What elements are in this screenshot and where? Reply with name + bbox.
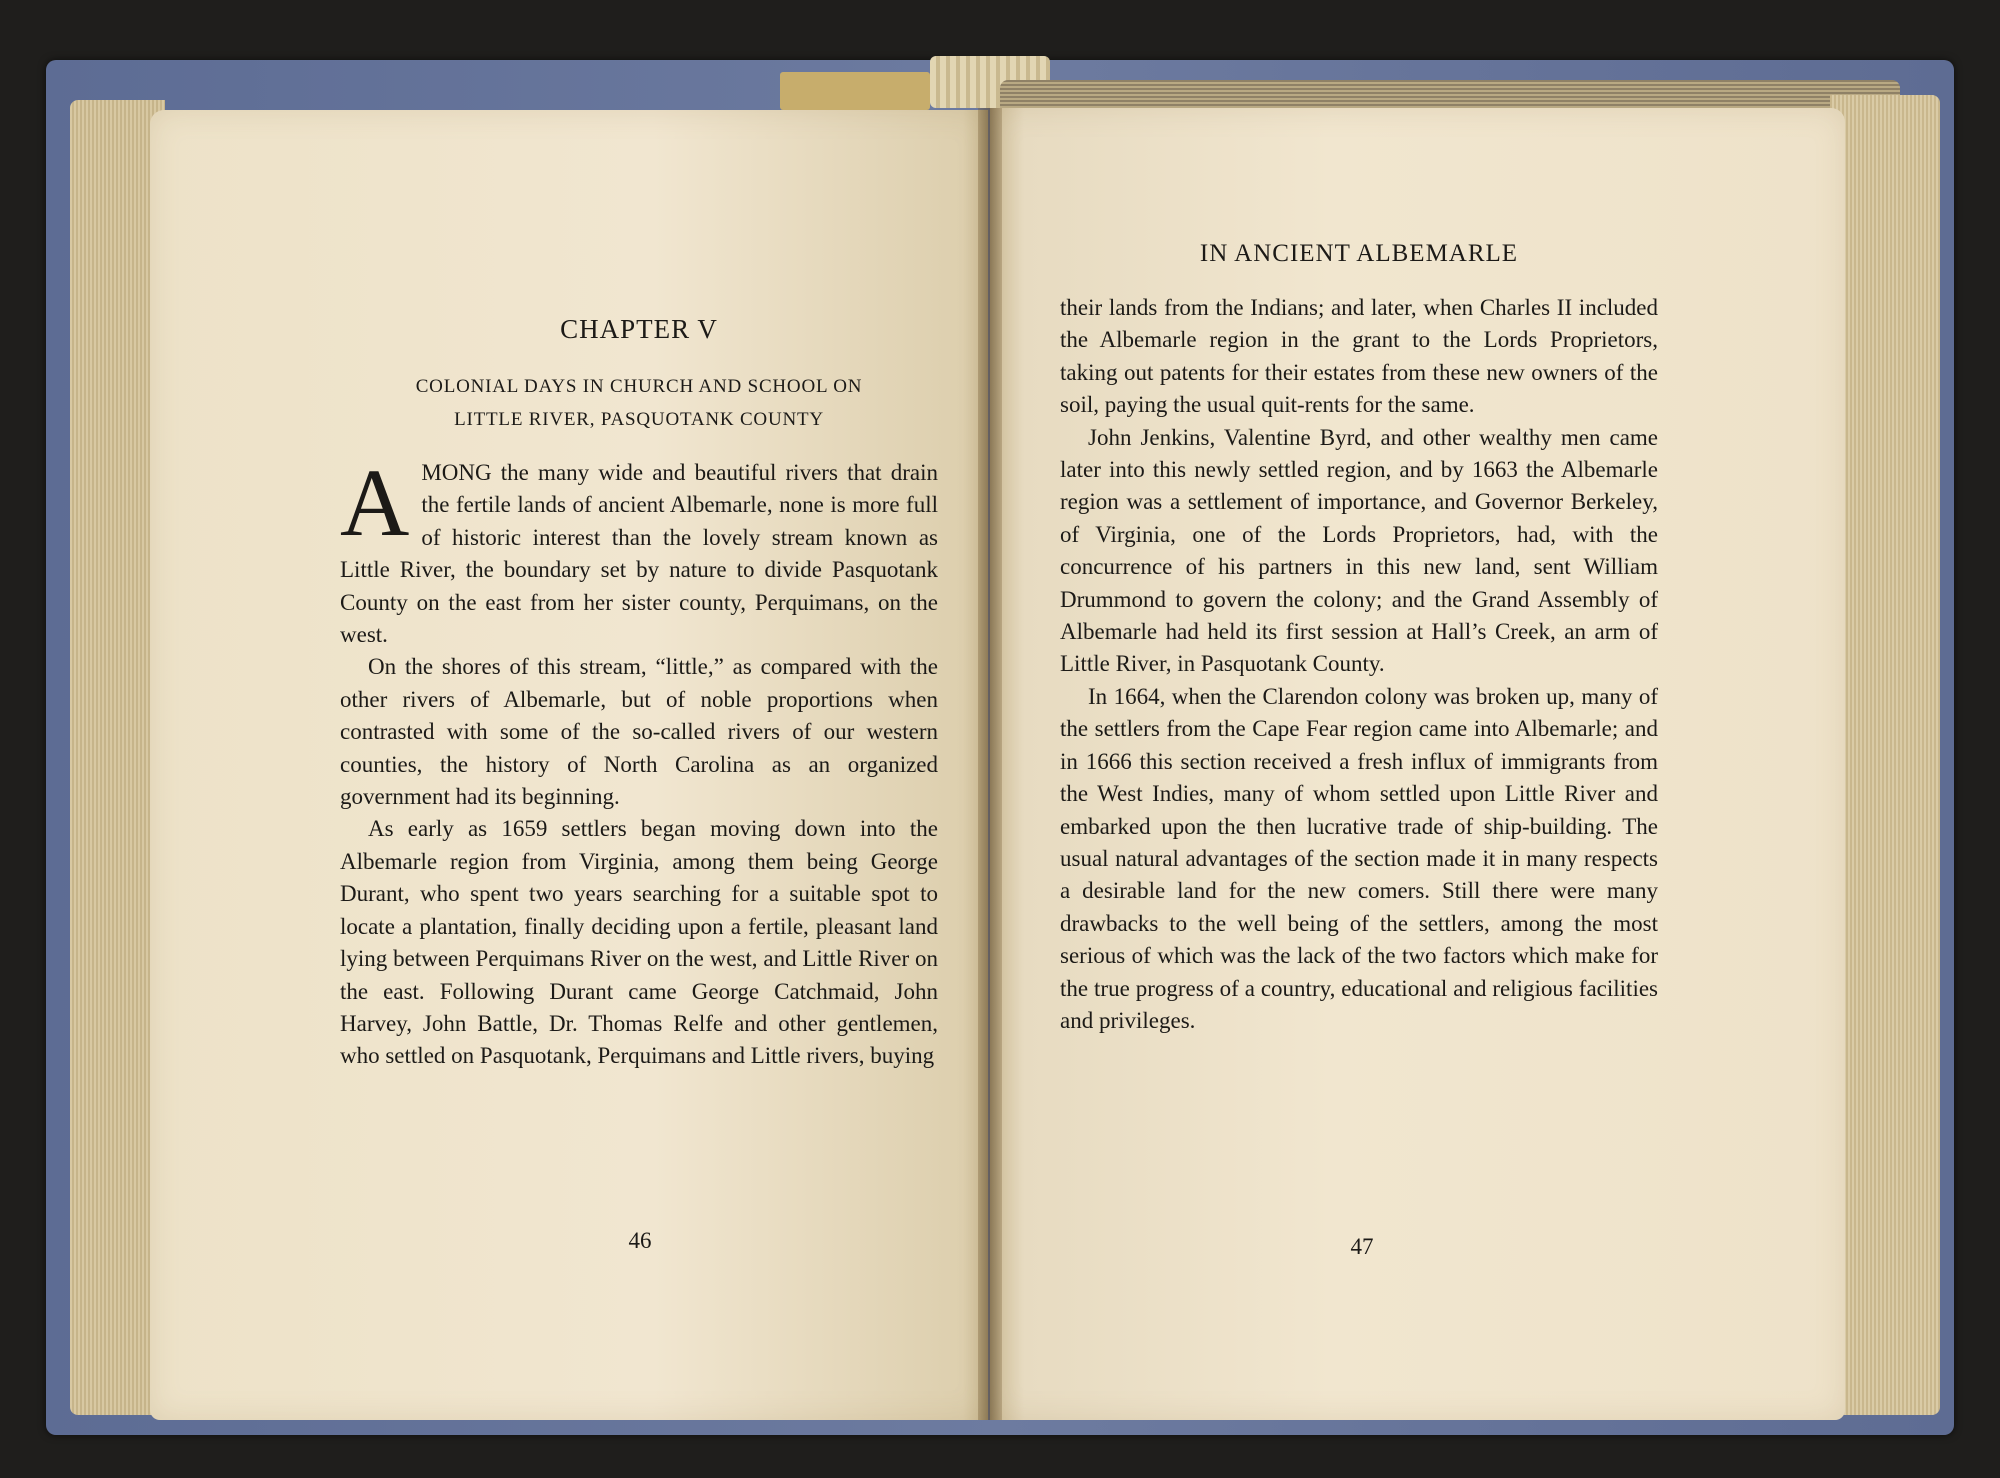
right-page-stack (1830, 95, 1940, 1415)
right-page-body (1060, 292, 1658, 1037)
left-page-body (340, 449, 938, 1073)
subtitle-line-1: COLONIAL DAYS IN CHURCH AND SCHOOL ON (415, 376, 863, 397)
paragraph: On the shores of this stream, “little,” as compared with the other rivers of Albemarle, but of noble proportions when contrasted with some of the so-called rivers of our western counties, the history of North Carolina as an organized government had its beginning. (340, 654, 938, 810)
chapter-subtitle (340, 370, 938, 436)
paragraph (340, 449, 938, 651)
paragraph: John Jenkins, Valentine Byrd, and other wealthy men came later into this newly settled region, and by 1663 the Albemarle region was a settlement of importance, and Governor Berkeley, of Virginia, one of the Lords Proprietors, had, with the concurrence of his partners in this new land, sent William Drummond to govern the colony; and the Grand Assembly of Albemarle had held its first session at Hall’s Creek, an arm of Little River, in Pasquotank County. (1060, 424, 1658, 677)
paragraph: In 1664, when the Clarendon colony was broken up, many of the settlers from the Cape Fear region came into Albemarle; and in 1666 this section received a fresh influx of immigrants from the West Indies, many of whom settled upon Little River and embarked upon the then lucrative trade of ship-building. The usual natural advantages of the section made it in many respects a desirable land for the new comers. Still there were many drawbacks to the well being of the settlers, among the most serious of which was the lack of the two factors which make for the true progress of a country, educational and religious facilities and privileges. (1060, 683, 1658, 1033)
paragraph: As early as 1659 settlers began moving down into the Albemarle region from Virginia, among them being George Durant, who spent two years searching for a suitable spot to locate a plantation, finally deciding upon a fertile, pleasant land lying between Perquimans River on the west, and Little River on the east. Following Durant came George Catchmaid, John Harvey, John Battle, Dr. Thomas Relfe and other gentlemen, who settled on Pasquotank, Perquimans and Little rivers, buying (340, 816, 938, 1069)
spine-tab (780, 72, 930, 110)
page-number-right: 47 (1350, 1234, 1374, 1259)
paragraph-text: MONG the many wide and beautiful rivers that drain the fertile lands of ancient Albemarle, none is more full of historic interest than the lovely stream known as Little River, the boundary set by nature to divide Pasquotank County on the east from her sister county, Perquimans, on the west. (340, 460, 938, 648)
drop-cap: A (340, 449, 410, 556)
page-number-left: 46 (628, 1228, 652, 1253)
paragraph: their lands from the Indians; and later, when Charles II included the Albemarle region in the grant to the Lords Proprietors, taking out patents for their estates from these new owners of the soil, paying the usual quit-rents for the same. (1060, 295, 1658, 418)
subtitle-line-2: LITTLE RIVER, PASQUOTANK COUNTY (454, 409, 824, 430)
running-head: IN ANCIENT ALBEMARLE (1199, 240, 1519, 267)
chapter-heading: CHAPTER V (560, 314, 718, 344)
book-gutter (978, 108, 1002, 1420)
